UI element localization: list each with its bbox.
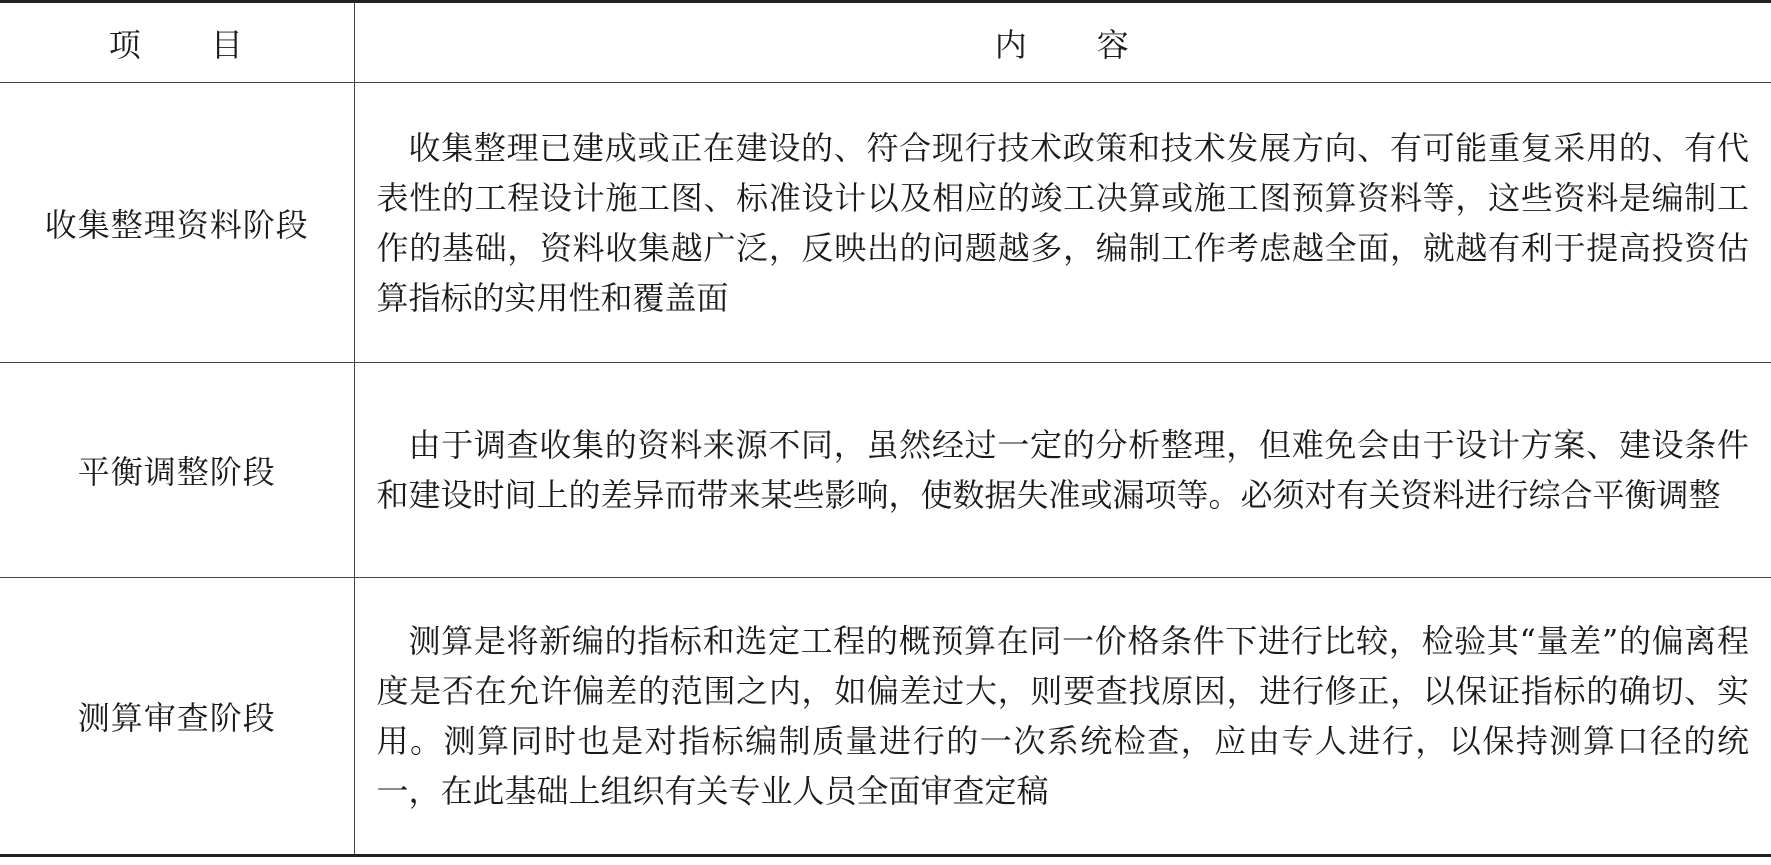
row-content-text: 测算是将新编的指标和选定工程的概预算在同一价格条件下进行比较，检验其“量差”的偏离程度是否在允许偏差的范围之内，如偏差过大，则要查找原因，进行修正，以保证指标的确切、实用。测算同时也是对指标编制质量进行的一次系统检查，应由专人进行，以保持测算口径的统一，在此基础上组织有关专业人员全面审查定稿 bbox=[376, 622, 1749, 810]
row-content-cell bbox=[354, 578, 1771, 856]
row-content-cell bbox=[354, 83, 1771, 363]
table-row bbox=[0, 363, 1771, 578]
table-row bbox=[0, 578, 1771, 856]
row-item-label: 收集整理资料阶段 bbox=[0, 83, 354, 363]
table-row bbox=[0, 83, 1771, 363]
header-content: 内 容 bbox=[354, 2, 1771, 83]
row-content-text: 由于调查收集的资料来源不同，虽然经过一定的分析整理，但难免会由于设计方案、建设条件和建设时间上的差异而带来某些影响，使数据失准或漏项等。必须对有关资料进行综合平衡调整 bbox=[376, 426, 1749, 514]
row-item-label: 平衡调整阶段 bbox=[0, 363, 354, 578]
row-content-cell bbox=[354, 363, 1771, 578]
header-item: 项 目 bbox=[0, 2, 354, 83]
table-header-row bbox=[0, 2, 1771, 83]
row-content-text: 收集整理已建成或正在建设的、符合现行技术政策和技术发展方向、有可能重复采用的、有代表性的工程设计施工图、标准设计以及相应的竣工决算或施工图预算资料等，这些资料是编制工作的基础，资料收集越广泛，反映出的问题越多，编制工作考虑越全面，就越有利于提高投资估算指标的实用性和覆盖面 bbox=[376, 128, 1749, 317]
row-item-label: 测算审查阶段 bbox=[0, 578, 354, 856]
